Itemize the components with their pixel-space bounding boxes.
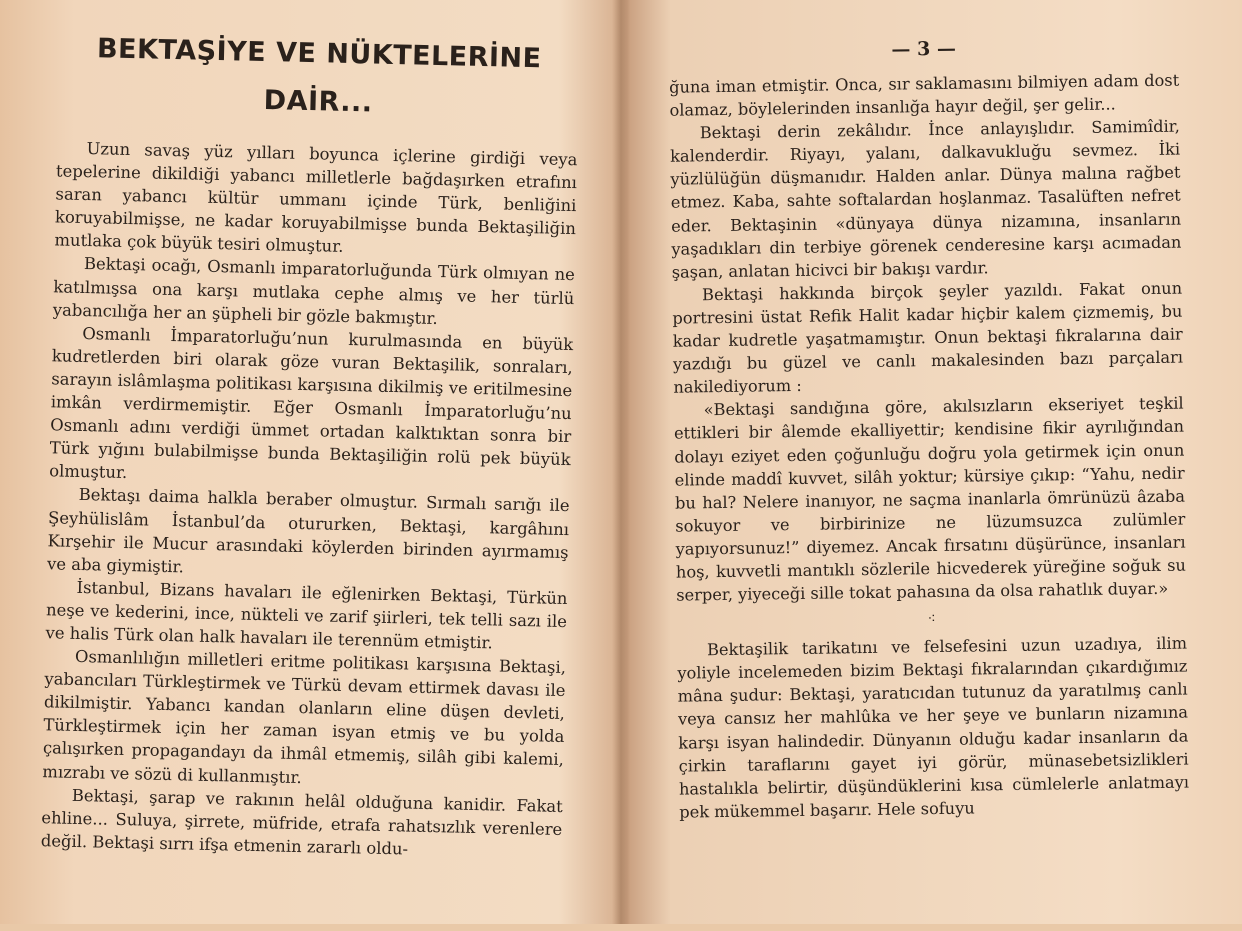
left-paragraph-5: İstanbul, Bizans havaları ile eğlenirken Bektaşi, Türkün neşe ve kederini, ince, nükteli ve zarif şiirleri, tek telli sazı ile ve halis Türk olan halk havaları ile terennüm etmiştir. [45,577,568,653]
right-paragraph-quote: «Bektaşi sandığına göre, akılsızların ekseriyet teşkil ettikleri bir âlemde ekalliyettir; kendisine fikir ayrılığından dolayı eziyet eden çoğunluğu doğru yola getirmek için onun elinde maddî kuvvet, silâh yoktur; kürsiye çıkıp: “Yahu, nedir bu hal? Nelere inanıyor, ne saçma inanlarla ömrünüzü âzaba sokuyor ve birbirinize ne lüzumsuzca zulümler yapıyorsunuz!” diyemez. Ancak fırsatını düşürünce, insanları hoş, kuvvetli mantıklı sözlerile hicvederek yüreğine soğuk su serper, yiyeceği sille tokat pahasına da olsa rahatlık duyar.» [673,393,1187,605]
right-paragraph-1: ğuna iman etmiştir. Onca, sır saklamasını bilmiyen adam dost olamaz, böylelerinden insanlığa hayır değil, şer gelir... [669,70,1180,120]
left-paragraph-2: Bektaşi ocağı, Osmanlı imparatorluğunda Türk olmıyan ne katılmışsa ona karşı mutlaka cephe almış ve her türlü yabancılığa her an şüpheli bir gözle bakmıştır. [52,254,576,328]
left-page [0,0,615,931]
chapter-title [57,24,580,132]
right-paragraph-3: Bektaşi hakkında birçok şeyler yazıldı. Fakat onun portresini üstat Refik Halit kadar hiçbir kalem çizmemiş, bu kadar kudretle yaşatmamıştır. Onun bektaşi fıkralarına dair yazdığı bu güzel ve canlı makalesinden bazı parçaları nakilediyorum : [672,278,1184,397]
chapter-title-line2: DAİR... [263,85,373,119]
book-gutter [612,0,630,924]
right-page [628,0,1242,928]
left-paragraph-7: Bektaşi, şarap ve rakının helâl olduğuna kanidir. Fakat ehline... Suluya, şirrete, müfride, etrafa rahatsızlık verenlere değil. Bektaşi sırrı ifşa etmenin zararlı oldu- [40,785,563,859]
left-paragraph-1: Uzun savaş yüz yılları boyunca içlerine girdiği veya tepelerine dikildiği yabancı milletlerle bağdaşırken etrafını saran yabancı kültür ummanı içinde Türk, benliğini koruyabilmişse, ne kadar koruyabilmişse bunda Bektaşiliğin mutlaka çok büyük tesiri olmuştur. [54,139,578,257]
section-separator: ⁖ [927,611,936,628]
left-paragraph-4: Bektaşı daima halkla beraber olmuştur. Sırmalı sarığı ile Şeyhülislâm İstanbul’da otururken, Bektaşi, kargâhını Kırşehir ile Mucur arasındaki köylerden birinden ayırmamış ve aba giymiştir. [46,485,570,577]
left-paragraph-3: Osmanlı İmparatorluğu’nun kurulmasında en büyük kudretlerden biri olarak göze vuran Bektaşilik, sonraları, sarayın islâmlaşma politikası karşısına dikilmiş ve eritilmesine imkân verdirmemiştir. Eğer Osmanlı İmparatorluğu’nu Osmanlı adını verdiği ümmet ortadan kalktıktan sonra bir Türk yığını bulabilmişse bunda Bektaşiliğin rolü pek büyük olmuştur. [49,323,574,483]
page-number: — 3 — [891,37,957,61]
right-paragraph-2: Bektaşi derin zekâlıdır. İnce anlayışlıdır. Samimîdir, kalenderdir. Riyayı, yalanı, dalkavukluğu sevmez. İki yüzlülüğün düşmanıdır. Halden anlar. Dünya malına rağbet etmez. Kaba, sahte softalardan hoşlanmaz. Tasalüften nefret eder. Bektaşinin «dünyaya dünya nizamına, insanların yaşadıkları din terbiye görenek cenderesine karşı acımadan şaşan, anlatan hicivci bir bakışı vardır. [670,116,1182,282]
chapter-title-line1: BEKTAŞİYE VE NÜKTELERİNE [96,33,542,75]
left-paragraph-6: Osmanlılığın milletleri eritme politikası karşısına Bektaşi, yabancıları Türkleştirmek ve Türkü devam ettirmek davası ile dikilmiştir. Yabancı kandan olanların eline düşen devleti, Türkleştirmek için her zaman isyan etmiş ve bu yolda çalışırken propagandayı da ihmâl etmemiş, silâh gibi kalemi, mızrabı ve sözü di kullanmıştır. [42,646,567,787]
right-paragraph-5: Bektaşilik tarikatını ve felsefesini uzun uzadıya, ilim yoliyle incelemeden bizim Bektaşi fıkralarından çıkardığımız mâna şudur: Bektaşi, yaratıcıdan tutunuz da yaratılmış canlı veya cansız her mahlûka ve her şeye ve bunların nizamına karşı isyan halindedir. Dünyanın olduğu kadar insanların da çirkin taraflarını gayet iyi görür, münasebetsizlikleri hastalıkla belirtir, düşündüklerini kısa cümlelerle anlatmayı pek mükemmel başarır. Hele sofuyu [677,633,1190,822]
